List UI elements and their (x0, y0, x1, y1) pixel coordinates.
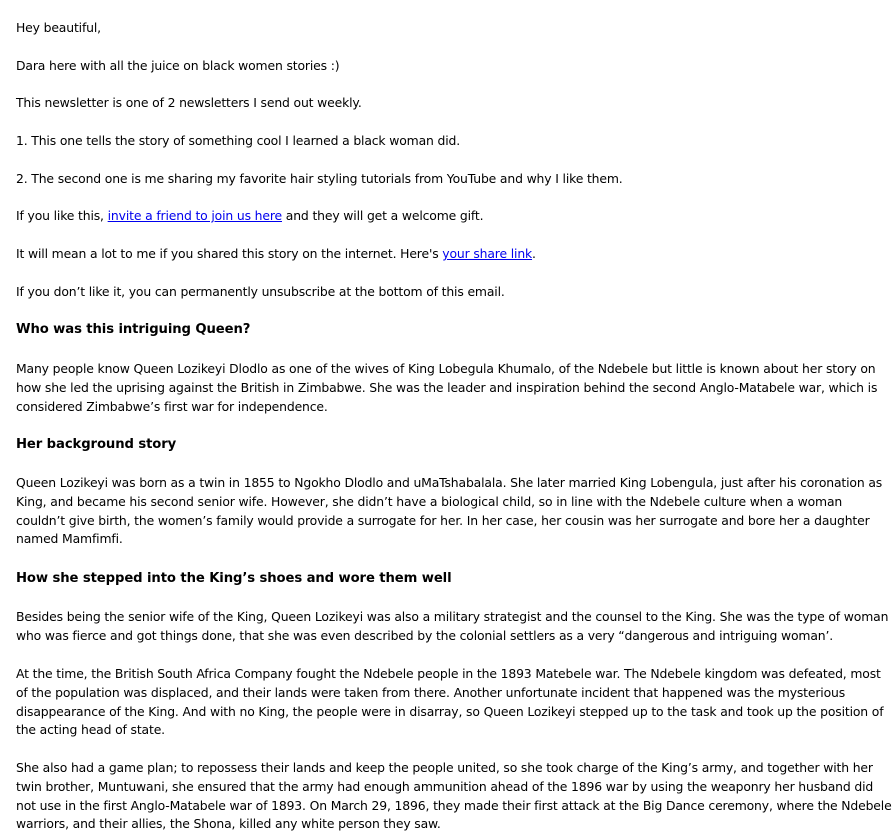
newsletter-note: This newsletter is one of 2 newsletters I send out weekly. (16, 95, 362, 110)
unsubscribe-note: If you don’t like it, you can permanently unsubscribe at the bottom of this email. (16, 284, 505, 299)
section-heading-background: Her background story (16, 437, 177, 452)
paragraph-line: She also had a game plan; to repossess their lands and keep the people united, so she took charge of the King’s army, and together with her (16, 760, 873, 775)
list-item-1: 1. This one tells the story of something cool I learned a black woman did. (16, 133, 461, 148)
invite-paragraph (16, 207, 483, 226)
paragraph-line: couldn’t give birth, the women’s family would provide a surrogate for her. In her case, her cousin was her surrogate and bore her a daughter (16, 512, 870, 528)
paragraph-line: how she led the uprising against the British in Zimbabwe. She was the leader and inspiration behind the second Anglo-Matabele war, which is (16, 379, 878, 395)
paragraph-line: disappearance of the King. And with no King, the people were in disarray, so Queen Lozikeyi stepped up to the task and took up the position of (16, 703, 884, 719)
section-heading-kings-shoes: How she stepped into the King’s shoes and wore them well (16, 571, 452, 586)
paragraph-line: named Mamfimfi. (16, 531, 123, 547)
paragraph-line: twin brother, Muntuwani, she ensured that the army had enough ammunition ahead of the 1896 war by using the weaponry her husband did (16, 778, 874, 794)
share-text-before: It will mean a lot to me if you shared this story on the internet. Here's (16, 246, 443, 261)
section-kings-shoes-paragraph-1 (16, 608, 888, 646)
paragraph-line: At the time, the British South Africa Company fought the Ndebele people in the 1893 Matebele war. The Ndebele kingdom was defeated, most (16, 666, 881, 681)
section-queen-paragraph (16, 360, 877, 416)
paragraph-line: who was fierce and got things done, that she was even described by the colonial settlers as a very “dangerous and intriguing woman’. (16, 627, 834, 643)
list-item-2: 2. The second one is me sharing my favorite hair styling tutorials from YouTube and why I like them. (16, 171, 623, 186)
greeting: Hey beautiful, (16, 20, 101, 35)
paragraph-line: King, and became his second senior wife. However, she didn’t have a biological child, so in line with the Ndebele culture when a woman (16, 493, 843, 509)
share-paragraph (16, 245, 536, 264)
section-kings-shoes-paragraph-2 (16, 665, 883, 740)
paragraph-line: of the population was displaced, and their lands were taken from there. Another unfortunate incident that happened was the mysterious (16, 684, 846, 700)
paragraph-line: Queen Lozikeyi was born as a twin in 1855 to Ngokho Dlodlo and uMaTshabalala. She later married King Lobengula, just after his coronation as (16, 475, 883, 490)
paragraph-line: Besides being the senior wife of the King, Queen Lozikeyi was also a military strategist and the counsel to the King. She was the type of woman (16, 609, 889, 624)
paragraph-line: the acting head of state. (16, 722, 165, 738)
paragraph-line: considered Zimbabwe’s first war for independence. (16, 398, 328, 414)
invite-friend-link[interactable]: invite a friend to join us here (107, 208, 282, 223)
intro-paragraph: Dara here with all the juice on black women stories :) (16, 58, 340, 73)
paragraph-line: not use in the first Anglo-Matabele war of 1893. On March 29, 1896, they made their first attack at the Big Dance ceremony, where the Ndebele (16, 797, 892, 813)
share-text-after: . (532, 246, 536, 261)
section-background-paragraph (16, 474, 882, 549)
paragraph-line: warriors, and their allies, the Shona, killed any white person they saw. (16, 816, 441, 832)
section-kings-shoes-paragraph-3 (16, 759, 892, 834)
section-heading-queen: Who was this intriguing Queen? (16, 322, 251, 337)
paragraph-line: Many people know Queen Lozikeyi Dlodlo as one of the wives of King Lobegula Khumalo, of the Ndebele but little is known about her story on (16, 361, 876, 376)
invite-text-before: If you like this, (16, 208, 108, 223)
invite-text-after: and they will get a welcome gift. (282, 208, 484, 223)
share-link[interactable]: your share link (442, 246, 533, 261)
